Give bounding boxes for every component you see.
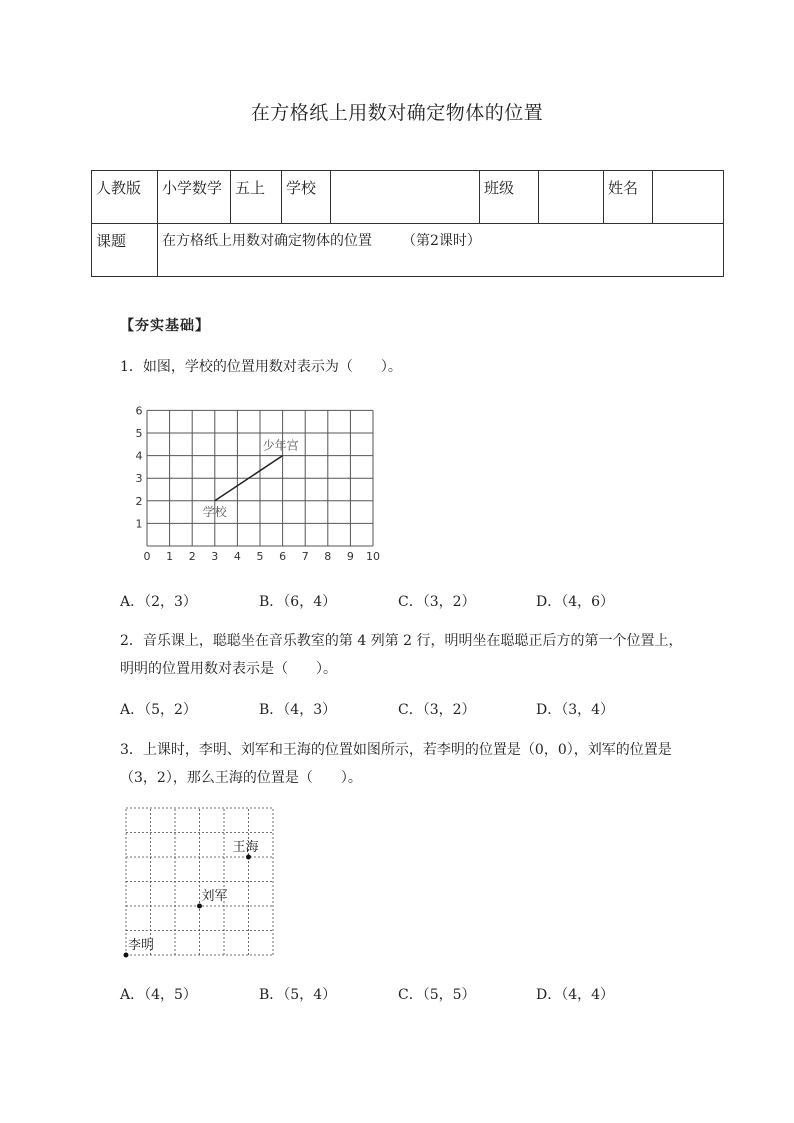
student-label: 刘军	[201, 889, 228, 904]
y-tick-label: 3	[135, 472, 143, 486]
grade-cell: 五上	[231, 171, 282, 224]
x-tick-label: 3	[211, 550, 219, 563]
y-tick-label: 5	[135, 427, 143, 440]
point-label-school: 学校	[202, 504, 227, 519]
student-label: 李明	[128, 938, 155, 953]
page-title: 在方格纸上用数对确定物体的位置	[250, 102, 544, 124]
question-2-line1: 2．音乐课上，聪聪坐在音乐教室的第 4 列第 2 行，明明坐在聪聪正后方的第一个位置上，	[120, 633, 683, 649]
y-tick-label: 6	[135, 404, 143, 418]
q3-option-d[interactable]: D．（4，4）	[536, 987, 615, 1003]
x-tick-label: 9	[346, 550, 354, 563]
q1-option-b[interactable]: B．（6，4）	[259, 594, 337, 610]
student-point	[246, 855, 251, 860]
section-title: 【夯实基础】	[120, 318, 210, 334]
class-field[interactable]	[539, 171, 604, 224]
q3-option-c[interactable]: C．（5，5）	[398, 987, 476, 1003]
student-point	[197, 904, 202, 909]
question-3-seat-grid-figure	[118, 800, 280, 965]
q1-option-c[interactable]: C．（3，2）	[398, 594, 476, 610]
x-tick-label: 2	[188, 550, 196, 563]
header-table	[91, 170, 724, 277]
name-field[interactable]	[653, 171, 724, 224]
publisher-cell: 人教版	[92, 171, 158, 224]
subject-cell: 小学数学	[158, 171, 231, 224]
question-1-text: 1．如图，学校的位置用数对表示为（ ）。	[120, 359, 402, 375]
x-tick-label: 5	[256, 550, 264, 563]
q2-option-d[interactable]: D．（3，4）	[536, 702, 615, 718]
question-3-line1: 3．上课时，李明、刘军和王海的位置如图所示，若李明的位置是（0，0），刘军的位置是	[120, 742, 672, 758]
q1-option-d[interactable]: D．（4，6）	[536, 594, 615, 610]
x-tick-label: 1	[166, 550, 174, 563]
x-tick-label: 6	[279, 550, 287, 563]
x-tick-label: 7	[301, 550, 309, 563]
x-tick-label: 4	[233, 550, 241, 563]
y-tick-label: 2	[135, 494, 143, 508]
q2-option-a[interactable]: A．（5，2）	[120, 702, 197, 718]
student-label: 王海	[232, 840, 259, 855]
q3-option-b[interactable]: B．（5，4）	[259, 987, 337, 1003]
topic-cell	[158, 224, 724, 277]
question-1-grid-figure	[125, 400, 395, 565]
topic-value: 在方格纸上用数对确定物体的位置	[162, 233, 372, 249]
topic-label: 课题	[92, 224, 158, 277]
question-1-options	[120, 591, 680, 611]
point-label-palace: 少年宫	[262, 438, 299, 453]
x-tick-label: 0	[143, 550, 151, 563]
q3-option-a[interactable]: A．（4，5）	[120, 987, 197, 1003]
question-3-options	[120, 984, 680, 1004]
school-field[interactable]	[331, 171, 480, 224]
school-label: 学校	[282, 171, 331, 224]
question-3-line2: （3，2），那么王海的位置是（ ）。	[120, 770, 362, 786]
y-tick-label: 1	[135, 517, 143, 531]
x-tick-label: 10	[366, 550, 380, 563]
student-point	[124, 953, 129, 958]
y-tick-label: 4	[135, 449, 143, 463]
lesson-note: （第2课时）	[402, 233, 481, 249]
class-label: 班级	[480, 171, 539, 224]
question-2-options	[120, 699, 680, 719]
q2-option-b[interactable]: B．（4，3）	[259, 702, 337, 718]
q1-option-a[interactable]: A．（2，3）	[120, 594, 197, 610]
question-2-line2: 明明的位置用数对表示是（ ）。	[120, 661, 337, 677]
x-tick-label: 8	[324, 550, 332, 563]
name-label: 姓名	[604, 171, 653, 224]
q2-option-c[interactable]: C．（3，2）	[398, 702, 476, 718]
